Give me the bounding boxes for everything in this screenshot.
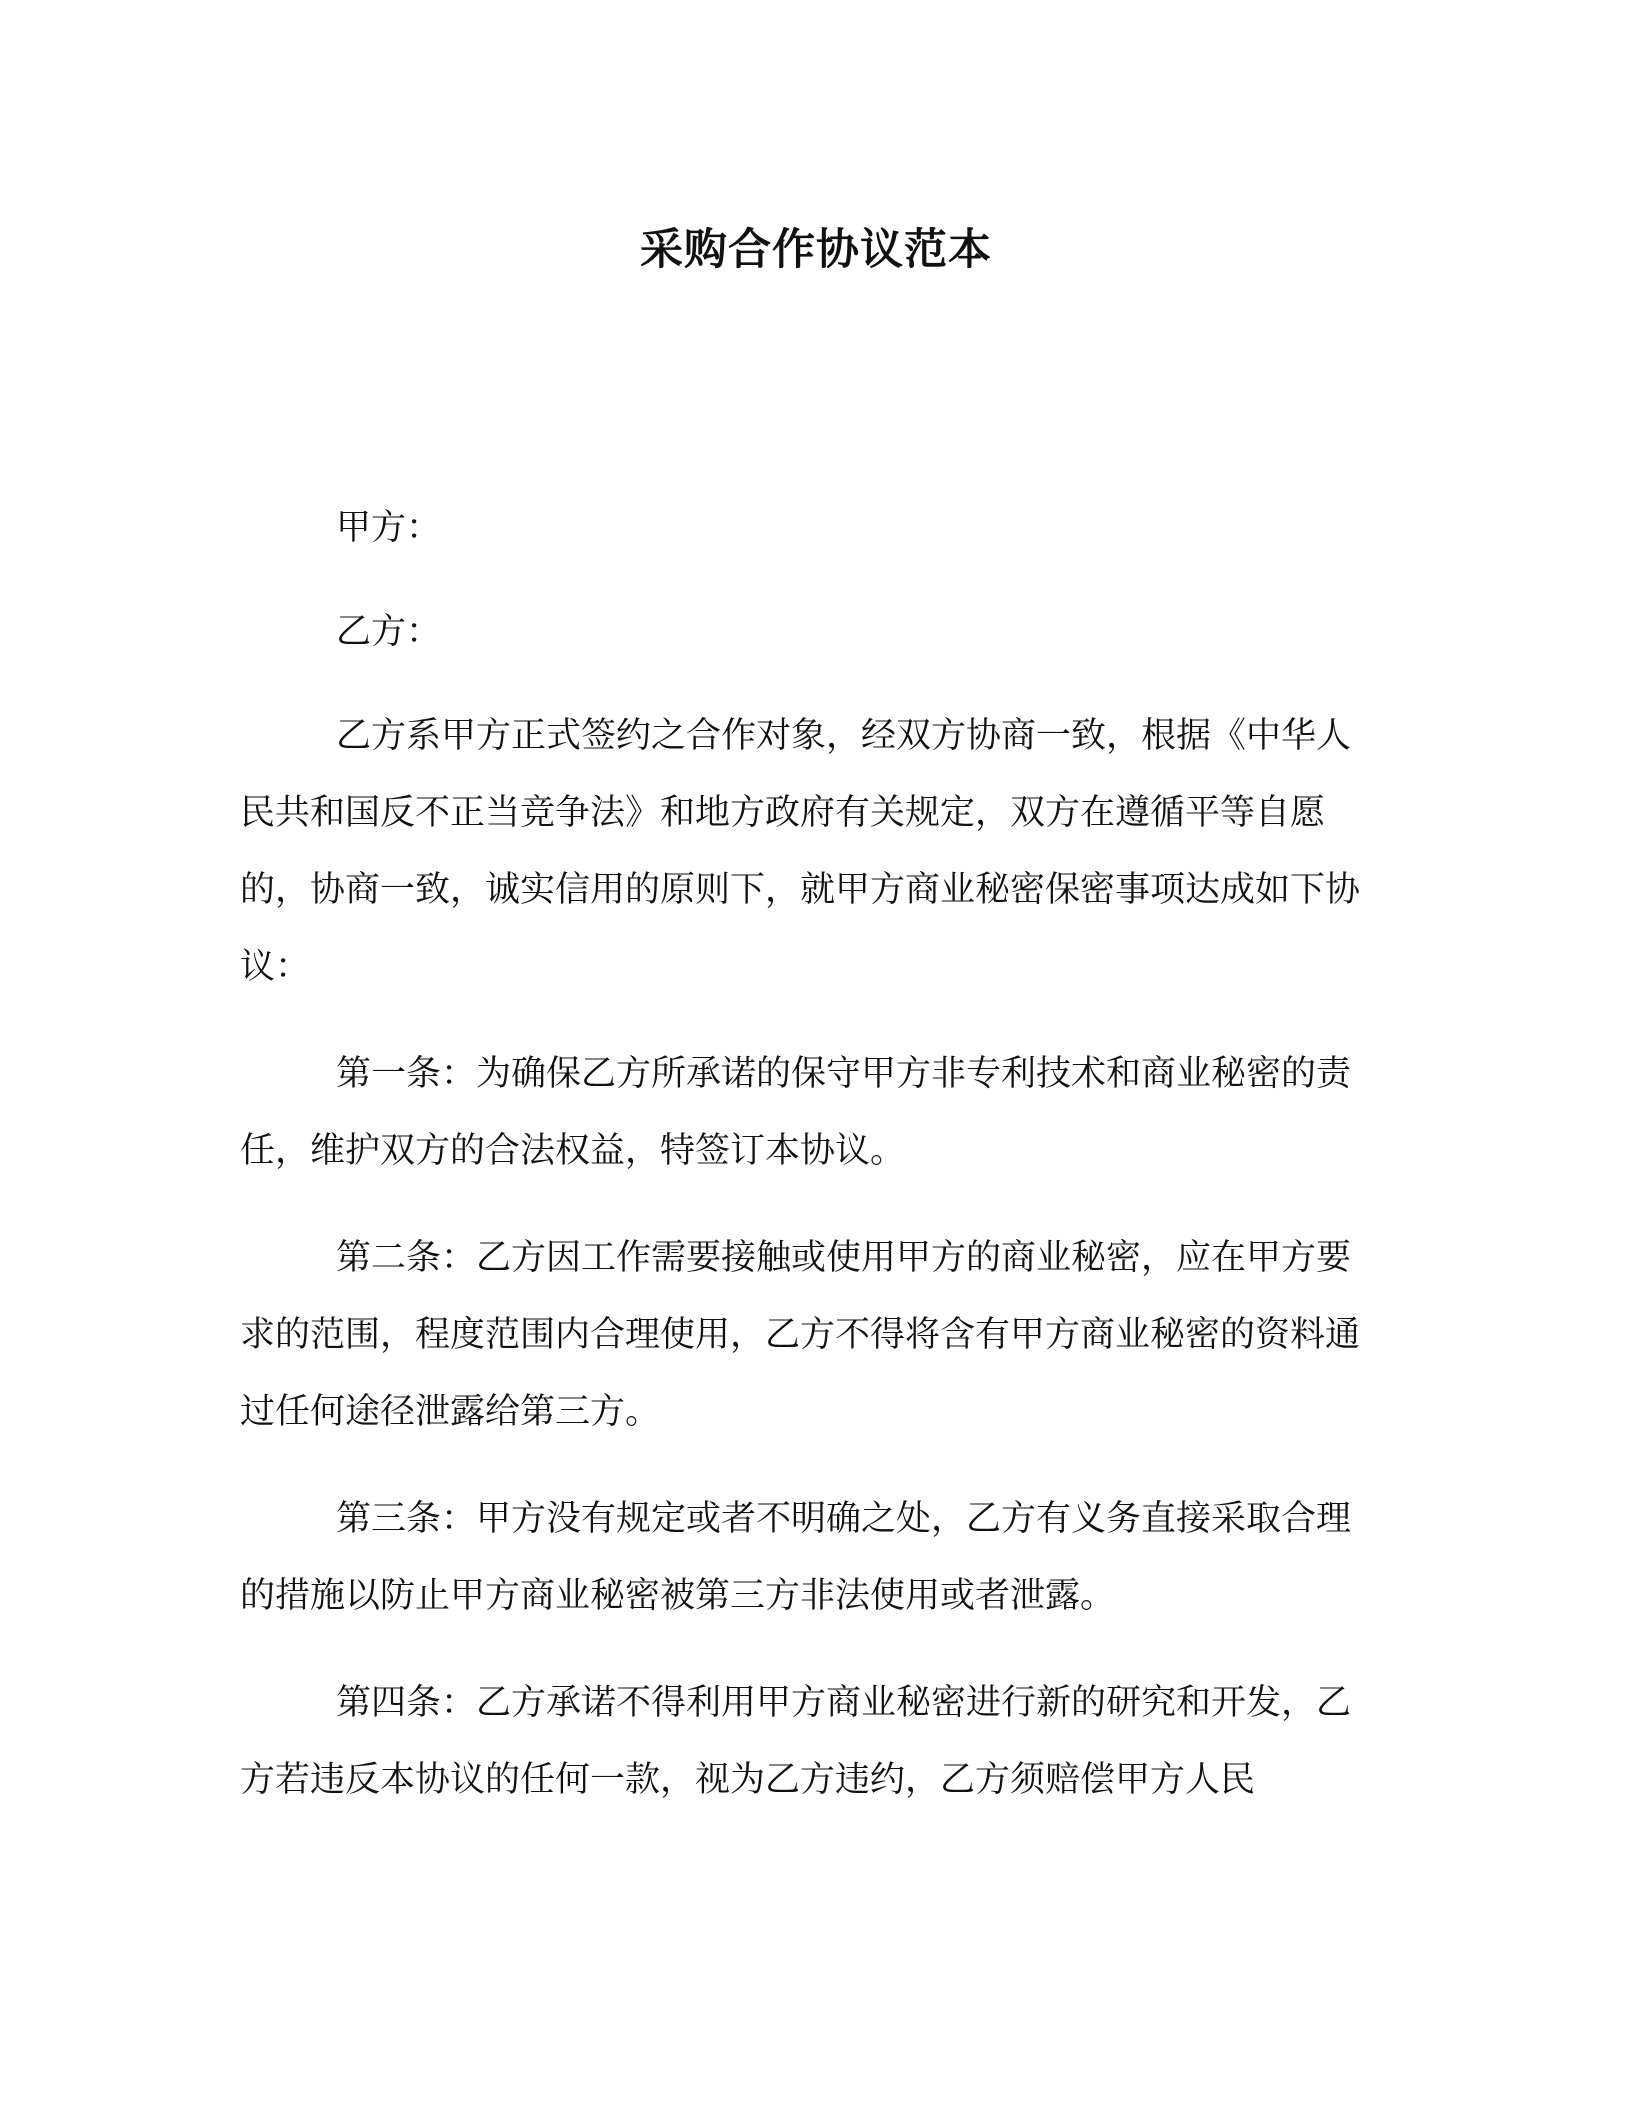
article-1-paragraph: 第一条：为确保乙方所承诺的保守甲方非专利技术和商业秘密的责任，维护双方的合法权益，特签订本协议。 [240,1054,1352,1171]
party-b-line: 乙方： [336,612,442,652]
article-4-paragraph: 第四条：乙方承诺不得利用甲方商业秘密进行新的研究和开发，乙方若违反本协议的任何一款，视为乙方违约，乙方须赔偿甲方人民 [240,1683,1352,1800]
document-title: 采购合作协议范本 [640,225,992,275]
article-2-paragraph: 第二条：乙方因工作需要接触或使用甲方的商业秘密，应在甲方要求的范围，程度范围内合理使用，乙方不得将含有甲方商业秘密的资料通过任何途径泄露给第三方。 [240,1238,1361,1432]
article-3-paragraph: 第三条：甲方没有规定或者不明确之处，乙方有义务直接采取合理的措施以防止甲方商业秘密被第三方非法使用或者泄露。 [240,1499,1352,1616]
party-a-line: 甲方： [336,508,442,548]
document-body [240,490,1375,1849]
preamble-paragraph: 乙方系甲方正式签约之合作对象，经双方协商一致，根据《中华人民共和国反不正当竞争法》和地方政府有关规定，双方在遵循平等自愿的，协商一致，诚实信用的原则下，就甲方商业秘密保密事项达成如下协议： [240,716,1361,987]
